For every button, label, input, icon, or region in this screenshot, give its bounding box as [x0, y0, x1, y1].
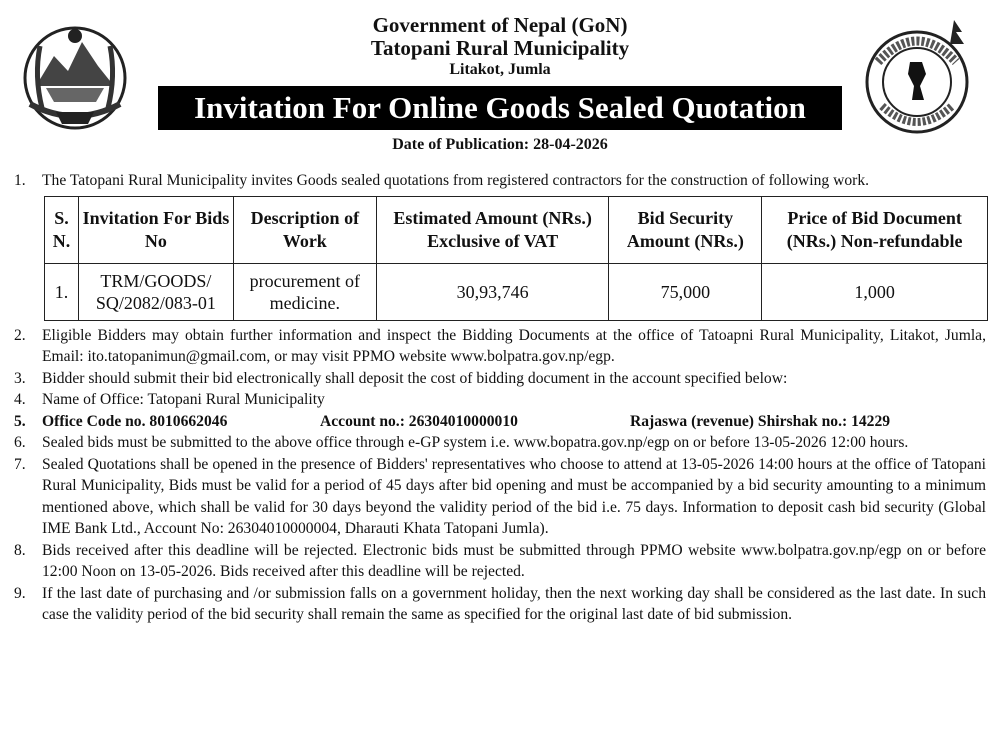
column-header-document-price: Price of Bid Document (NRs.) Non-refundable: [762, 196, 988, 263]
notice-body: [14, 170, 986, 626]
list-item: [14, 389, 986, 411]
column-header-estimated-amount: Estimated Amount (NRs.) Exclusive of VAT: [376, 196, 609, 263]
municipality-name: Tatopani Rural Municipality: [370, 36, 630, 60]
cell-description: procurement of medicine.: [233, 263, 376, 320]
item-text: Sealed Quotations shall be opened in the presence of Bidders' representatives who choose to attend at 13-05-2026 14:00 hours at the office of Tatopani Rural Municipality, Bids must be valid for a period of 45 days after bid opening and must be accompanied by a bid security amounting to a minimum mentioned above, which shall be valid for 30 days beyond the validity period of the bid i.e. 75 days. Information to deposit cash bid security (Global IME Bank Ltd., Account No: 26304010000004, Dharauti Khata Tatopani Jumla).: [42, 455, 986, 537]
column-header-description: Description of Work: [233, 196, 376, 263]
office-code: Office Code no. 8010662046: [42, 412, 228, 430]
item-text: If the last date of purchasing and /or submission falls on a government holiday, then the next working day shall be considered as the last date. In such case the validity period of the bid security shall remain the same as specified for the original last date of bid submission.: [42, 584, 986, 623]
cell-estimated-amount: 30,93,746: [376, 263, 609, 320]
rajaswa-shirshak: Rajaswa (revenue) Shirshak no.: 14229: [630, 412, 891, 430]
account-number: Account no.: 26304010000010: [320, 412, 518, 430]
list-item: [14, 170, 986, 192]
item-text: The Tatopani Rural Municipality invites Goods sealed quotations from registered contractors for the construction of following work.: [42, 172, 870, 189]
item-number: 1.: [14, 172, 26, 189]
column-header-bid-security: Bid Security Amount (NRs.): [609, 196, 762, 263]
list-item: [14, 454, 986, 540]
bids-table: [44, 196, 988, 321]
office-account-line: [14, 411, 986, 433]
item-number: 6.: [14, 434, 26, 451]
notice-title-banner: Invitation For Online Goods Sealed Quotation: [158, 86, 842, 130]
municipality-seal-icon: [858, 14, 976, 142]
cell-bid-no: TRM/GOODS/ SQ/2082/083-01: [78, 263, 233, 320]
table-row: [45, 263, 988, 320]
table-header-row: [45, 196, 988, 263]
item-text: Sealed bids must be submitted to the above office through e-GP system i.e. www.bopatra.gov.np/egp on or before 13-05-2026 12:00 hours.: [42, 434, 909, 451]
cell-bid-security: 75,000: [609, 263, 762, 320]
list-item: [14, 325, 986, 368]
list-item: [14, 540, 986, 583]
item-number: 3.: [14, 369, 26, 387]
item-text: Bidder should submit their bid electronically shall deposit the cost of bidding document in the account specified below:: [42, 369, 788, 387]
list-item: [14, 432, 986, 454]
publication-date: Date of Publication: 28-04-2026: [392, 136, 608, 153]
column-header-bid-no: Invitation For Bids No: [78, 196, 233, 263]
item-number: 4.: [14, 391, 26, 408]
notice-header: [150, 14, 850, 154]
item-number: 5.: [14, 412, 26, 430]
list-item: [14, 368, 986, 390]
item-text: Bids received after this deadline will be rejected. Electronic bids must be submitted through PPMO website www.bolpatra.gov.np/egp on or before 12:00 Noon on 13-05-2026. Bids received after this deadline will be rejected.: [42, 541, 986, 580]
government-name: Government of Nepal (GoN): [372, 13, 628, 37]
list-item: [14, 583, 986, 626]
item-number: 2.: [14, 326, 26, 344]
item-number: 7.: [14, 455, 26, 473]
item-text: Eligible Bidders may obtain further information and inspect the Bidding Documents at the office of Tatoapni Rural Municipality, Litakot, Jumla, Email: ito.tatopanimun@gmail.com, or may visit PPMO website www.bolpatra.gov.np/egp.: [42, 326, 986, 365]
cell-document-price: 1,000: [762, 263, 988, 320]
nepal-government-emblem-icon: [16, 16, 134, 138]
item-number: 9.: [14, 584, 26, 602]
item-text: Name of Office: Tatopani Rural Municipality: [42, 391, 325, 408]
municipality-location: Litakot, Jumla: [449, 61, 551, 78]
item-number: 8.: [14, 541, 26, 559]
cell-sn: 1.: [45, 263, 79, 320]
column-header-sn: S. N.: [45, 196, 79, 263]
